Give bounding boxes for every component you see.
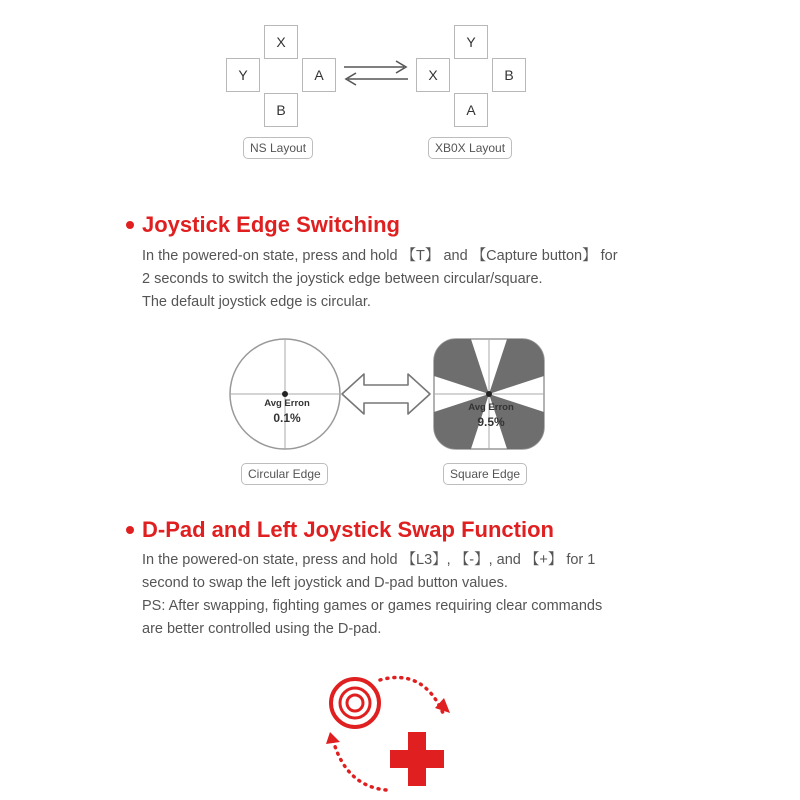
xbox-y-button: Y: [454, 25, 488, 59]
circular-edge-diagram: [228, 337, 342, 451]
circular-avg-value: 0.1%: [273, 411, 301, 425]
square-avg-value: 9.5%: [477, 415, 505, 429]
square-avg-label: Avg Erron: [468, 402, 514, 413]
dpad-line-4: are better controlled using the D-pad.: [142, 621, 382, 637]
dpad-title-text: D-Pad and Left Joystick Swap Function: [142, 517, 554, 542]
double-arrow-icon: [340, 370, 432, 418]
bullet-icon: [126, 526, 134, 534]
xbox-x-button: X: [416, 58, 450, 92]
square-edge-label: Square Edge: [443, 463, 527, 485]
circular-avg-label: Avg Erron: [264, 398, 310, 409]
xbox-a-button: A: [454, 93, 488, 127]
joystick-section-title: [126, 212, 400, 238]
dpad-line-3: PS: After swapping, fighting games or games requiring clear commands: [142, 598, 603, 614]
circular-edge-label: Circular Edge: [241, 463, 328, 485]
joystick-line-1: In the powered-on state, press and hold 【T】 and 【Capture button】 for: [142, 248, 618, 264]
joystick-dpad-swap-icon: [318, 668, 468, 798]
square-edge-diagram: [432, 337, 546, 451]
ns-a-button: A: [302, 58, 336, 92]
bullet-icon: [126, 221, 134, 229]
joystick-line-2: 2 seconds to switch the joystick edge between circular/square.: [142, 271, 543, 287]
xbox-layout-label: XB0X Layout: [428, 137, 512, 159]
dpad-line-1: In the powered-on state, press and hold 【L3】, 【-】, and 【+】 for 1: [142, 552, 596, 568]
ns-b-button: B: [264, 93, 298, 127]
joystick-title-text: Joystick Edge Switching: [142, 212, 400, 237]
ns-y-button: Y: [226, 58, 260, 92]
swap-arrows-icon: [340, 58, 412, 88]
dpad-section-title: [126, 517, 554, 543]
ns-x-button: X: [264, 25, 298, 59]
dpad-line-2: second to swap the left joystick and D-pad button values.: [142, 575, 508, 591]
xbox-b-button: B: [492, 58, 526, 92]
joystick-line-3: The default joystick edge is circular.: [142, 294, 371, 310]
ns-layout-label: NS Layout: [243, 137, 313, 159]
